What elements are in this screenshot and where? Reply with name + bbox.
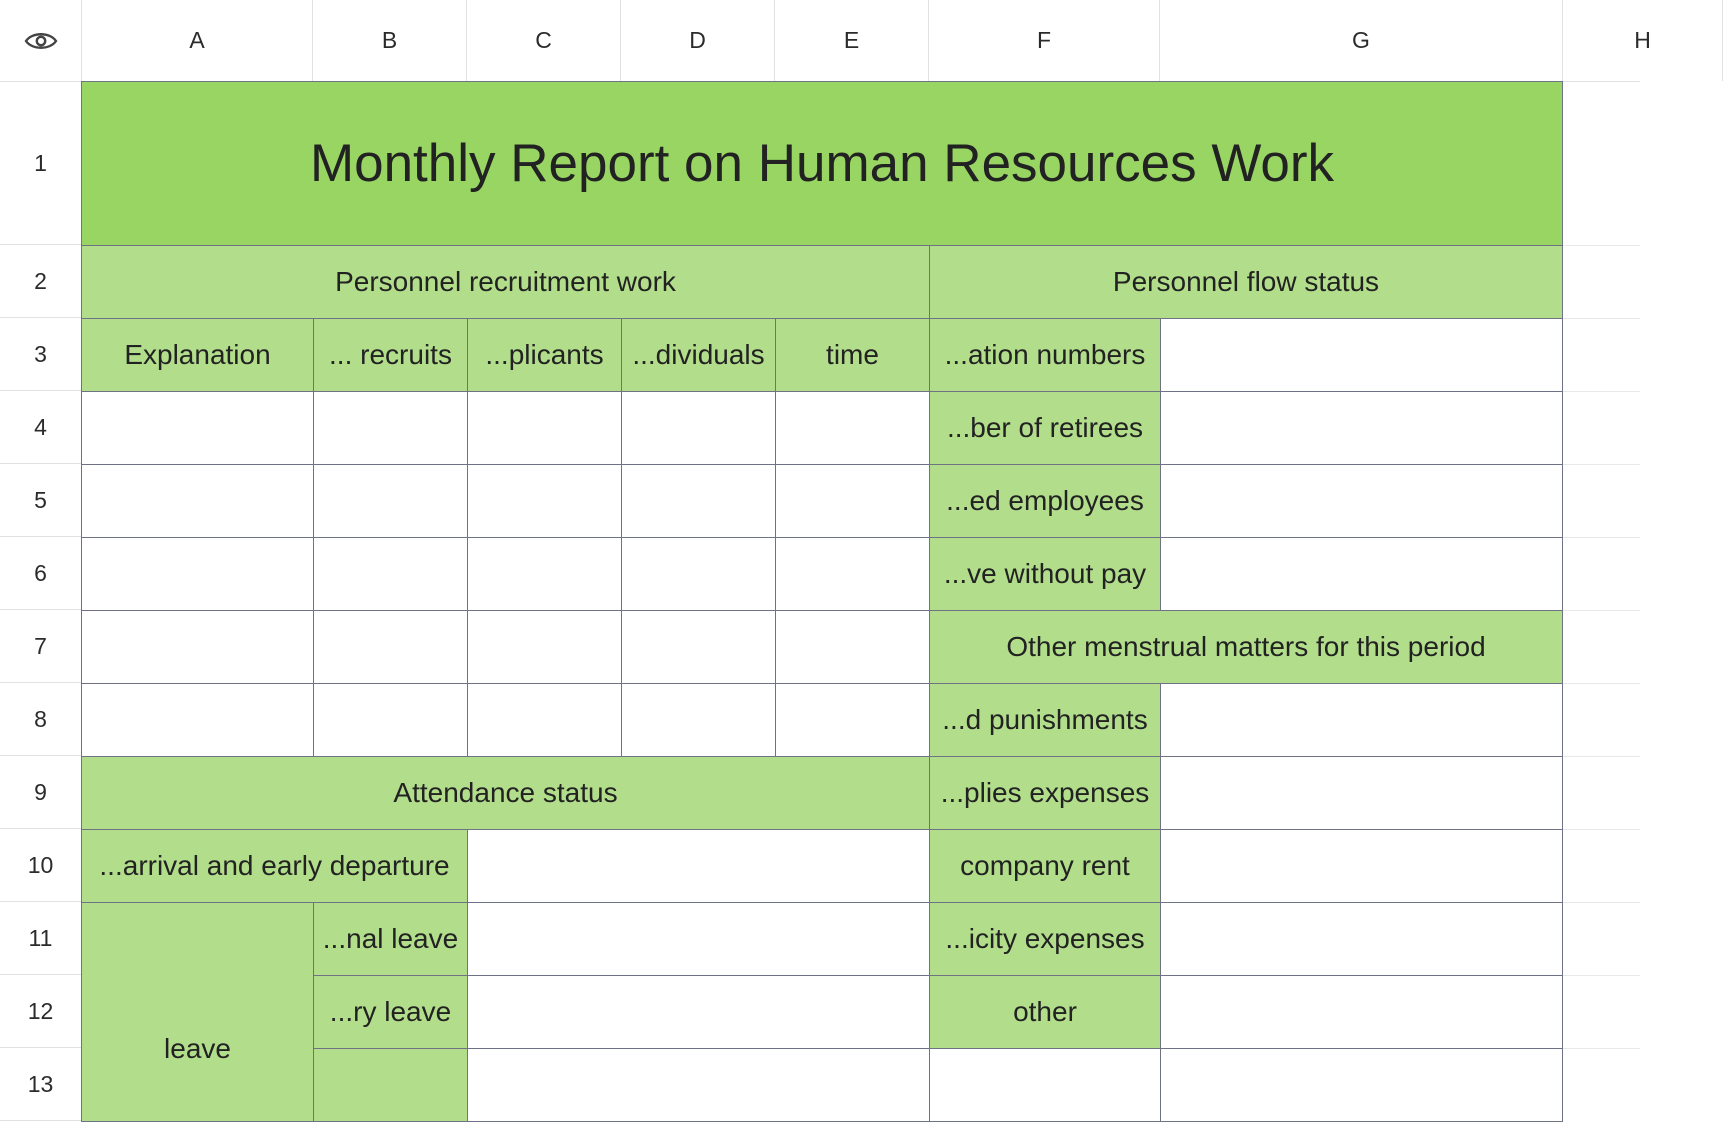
data-cell[interactable] [467, 610, 622, 684]
other-value-cell[interactable] [1160, 975, 1563, 1049]
row-header-4[interactable]: 4 [0, 391, 81, 464]
report-title-cell[interactable]: Monthly Report on Human Resources Work [81, 81, 1563, 246]
toggle-visibility-button[interactable] [0, 0, 82, 82]
other-label-cell[interactable]: ...d punishments [929, 683, 1161, 757]
data-cell[interactable] [467, 464, 622, 538]
data-cell[interactable] [621, 464, 776, 538]
leave-type-cell[interactable]: ...nal leave [313, 902, 468, 976]
late-early-value-cell[interactable] [467, 829, 930, 903]
data-cell[interactable] [313, 391, 468, 465]
flow-label-cell[interactable]: ...ve without pay [929, 537, 1161, 611]
column-header-a[interactable]: A [82, 0, 313, 81]
data-cell[interactable] [621, 391, 776, 465]
data-cell[interactable] [313, 610, 468, 684]
leave-type-cell[interactable] [313, 1048, 468, 1122]
recruits-header-cell[interactable]: ... recruits [313, 318, 468, 392]
other-matters-header-cell[interactable]: Other menstrual matters for this period [929, 610, 1563, 684]
row-header-13[interactable]: 13 [0, 1048, 81, 1121]
column-header-g[interactable]: G [1160, 0, 1563, 81]
late-early-label-cell[interactable]: ...arrival and early departure [81, 829, 468, 903]
flow-label-cell[interactable]: ...ber of retirees [929, 391, 1161, 465]
data-cell[interactable] [81, 610, 314, 684]
row-header-1[interactable]: 1 [0, 82, 81, 245]
data-cell[interactable] [467, 683, 622, 757]
flow-value-cell[interactable] [1160, 391, 1563, 465]
row-header-10[interactable]: 10 [0, 829, 81, 902]
data-cell[interactable] [929, 1048, 1161, 1122]
row-header-9[interactable]: 9 [0, 756, 81, 829]
other-label-cell[interactable]: company rent [929, 829, 1161, 903]
data-cell[interactable] [775, 464, 930, 538]
applicants-header-cell[interactable]: ...plicants [467, 318, 622, 392]
data-cell[interactable] [621, 610, 776, 684]
flow-value-cell[interactable] [1160, 537, 1563, 611]
other-label-cell[interactable]: ...plies expenses [929, 756, 1161, 830]
column-header-f[interactable]: F [929, 0, 1160, 81]
flow-label-cell[interactable]: ...ed employees [929, 464, 1161, 538]
data-cell[interactable] [775, 537, 930, 611]
individuals-header-cell[interactable]: ...dividuals [621, 318, 776, 392]
column-header-b[interactable]: B [313, 0, 467, 81]
other-value-cell[interactable] [1160, 829, 1563, 903]
column-header-e[interactable]: E [775, 0, 929, 81]
data-cell[interactable] [81, 391, 314, 465]
data-cell[interactable] [313, 683, 468, 757]
data-cell[interactable] [81, 464, 314, 538]
leave-type-cell[interactable]: ...ry leave [313, 975, 468, 1049]
data-cell[interactable] [467, 537, 622, 611]
row-header-12[interactable]: 12 [0, 975, 81, 1048]
row-header-3[interactable]: 3 [0, 318, 81, 391]
flow-header-cell[interactable]: Personnel flow status [929, 245, 1563, 319]
recruitment-header-cell[interactable]: Personnel recruitment work [81, 245, 930, 319]
data-cell[interactable] [775, 683, 930, 757]
data-cell[interactable] [775, 391, 930, 465]
flow-value-cell[interactable] [1160, 318, 1563, 392]
data-cell[interactable] [621, 683, 776, 757]
column-header-c[interactable]: C [467, 0, 621, 81]
other-label-cell[interactable]: ...icity expenses [929, 902, 1161, 976]
leave-label-cell[interactable]: leave [81, 902, 314, 1122]
time-header-cell[interactable]: time [775, 318, 930, 392]
other-value-cell[interactable] [1160, 902, 1563, 976]
leave-value-cell[interactable] [467, 1048, 930, 1122]
data-cell[interactable] [313, 537, 468, 611]
data-cell[interactable] [81, 683, 314, 757]
data-cell[interactable] [775, 610, 930, 684]
leave-value-cell[interactable] [467, 902, 930, 976]
row-header-7[interactable]: 7 [0, 610, 81, 683]
other-label-cell[interactable]: other [929, 975, 1161, 1049]
data-cell[interactable] [81, 537, 314, 611]
data-cell[interactable] [313, 464, 468, 538]
row-header-2[interactable]: 2 [0, 245, 81, 318]
column-header-d[interactable]: D [621, 0, 775, 81]
other-value-cell[interactable] [1160, 683, 1563, 757]
flow-value-cell[interactable] [1160, 464, 1563, 538]
flow-label-cell[interactable]: ...ation numbers [929, 318, 1161, 392]
row-header-11[interactable]: 11 [0, 902, 81, 975]
attendance-header-cell[interactable]: Attendance status [81, 756, 930, 830]
data-cell[interactable] [621, 537, 776, 611]
row-header-8[interactable]: 8 [0, 683, 81, 756]
data-cell[interactable] [467, 391, 622, 465]
explanation-header-cell[interactable]: Explanation [81, 318, 314, 392]
data-cell[interactable] [1160, 1048, 1563, 1122]
column-header-h[interactable]: H [1563, 0, 1723, 81]
leave-value-cell[interactable] [467, 975, 930, 1049]
other-value-cell[interactable] [1160, 756, 1563, 830]
row-header-5[interactable]: 5 [0, 464, 81, 537]
eye-icon [24, 29, 58, 53]
row-header-6[interactable]: 6 [0, 537, 81, 610]
